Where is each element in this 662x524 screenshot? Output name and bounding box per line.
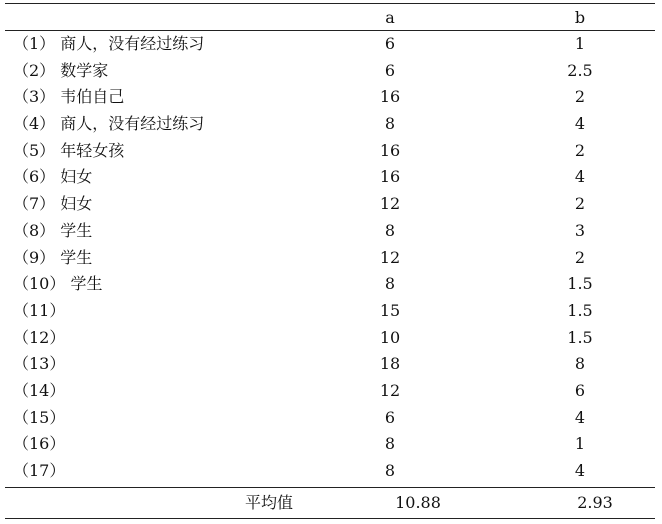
row-value-a: 12 [379, 194, 401, 214]
table-row [5, 458, 655, 485]
table-row [5, 58, 655, 85]
table-row [5, 218, 655, 245]
row-value-b: 2 [574, 87, 586, 107]
header-col-b: b [574, 8, 586, 27]
row-value-a: 6 [384, 407, 396, 427]
row-label: （7） 妇女 [13, 194, 93, 214]
row-label: （4） 商人，没有经过练习 [13, 114, 205, 134]
row-value-b: 3 [574, 220, 586, 240]
row-label: （6） 妇女 [13, 167, 93, 187]
row-value-b: 8 [574, 354, 586, 374]
row-label: （14） [13, 380, 66, 400]
table-row [5, 405, 655, 432]
table-row [5, 245, 655, 272]
row-value-a: 10 [379, 327, 401, 347]
table-row [5, 111, 655, 138]
row-label: （16） [13, 434, 66, 454]
row-value-b: 4 [574, 114, 586, 134]
row-value-a: 12 [379, 247, 401, 267]
row-value-a: 8 [384, 434, 396, 454]
footer-value-b: 2.93 [577, 493, 613, 512]
row-value-b: 1.5 [567, 327, 593, 347]
table-header-row [5, 4, 655, 31]
row-value-a: 16 [379, 167, 401, 187]
row-value-b: 4 [574, 407, 586, 427]
row-value-b: 1.5 [567, 300, 593, 320]
row-value-a: 8 [384, 220, 396, 240]
row-value-b: 2 [574, 140, 586, 160]
row-value-b: 1 [574, 434, 586, 454]
table-row [5, 191, 655, 218]
row-value-a: 8 [384, 461, 396, 480]
footer-value-a: 10.88 [395, 493, 441, 512]
table-row [5, 271, 655, 298]
row-value-b: 6 [574, 380, 586, 400]
row-value-b: 1 [574, 34, 586, 53]
row-value-a: 16 [379, 87, 401, 107]
footer-label: 平均值 [245, 493, 294, 512]
row-value-b: 4 [574, 461, 586, 480]
row-label: （5） 年轻女孩 [13, 140, 125, 160]
row-label: （13） [13, 354, 66, 374]
row-label: （1） 商人，没有经过练习 [13, 34, 205, 53]
table-footer-row [5, 487, 655, 518]
row-value-a: 18 [379, 354, 401, 374]
table-row [5, 84, 655, 111]
row-value-a: 8 [384, 114, 396, 134]
row-label: （12） [13, 327, 66, 347]
row-label: （9） 学生 [13, 247, 93, 267]
row-label: （15） [13, 407, 66, 427]
row-value-a: 15 [379, 300, 401, 320]
table-row [5, 31, 655, 58]
row-label: （17） [13, 461, 66, 480]
table-row [5, 298, 655, 325]
row-label: （3） 韦伯自己 [13, 87, 125, 107]
row-value-a: 6 [384, 34, 396, 53]
row-value-a: 8 [384, 274, 396, 294]
row-value-a: 12 [379, 380, 401, 400]
row-value-b: 4 [574, 167, 586, 187]
row-value-a: 16 [379, 140, 401, 160]
row-label: （8） 学生 [13, 220, 93, 240]
row-value-a: 6 [384, 60, 396, 80]
row-value-b: 2 [574, 247, 586, 267]
table-body [5, 31, 655, 485]
row-label: （2） 数学家 [13, 60, 109, 80]
table-row [5, 378, 655, 405]
table-row [5, 325, 655, 352]
data-table [5, 3, 655, 519]
table-row [5, 138, 655, 165]
header-col-a: a [385, 8, 395, 27]
row-value-b: 2.5 [567, 60, 593, 80]
row-label: （11） [13, 300, 66, 320]
row-value-b: 2 [574, 194, 586, 214]
row-label: （10） 学生 [13, 274, 103, 294]
table-row [5, 164, 655, 191]
table-row [5, 351, 655, 378]
table-row [5, 431, 655, 458]
row-value-b: 1.5 [567, 274, 593, 294]
